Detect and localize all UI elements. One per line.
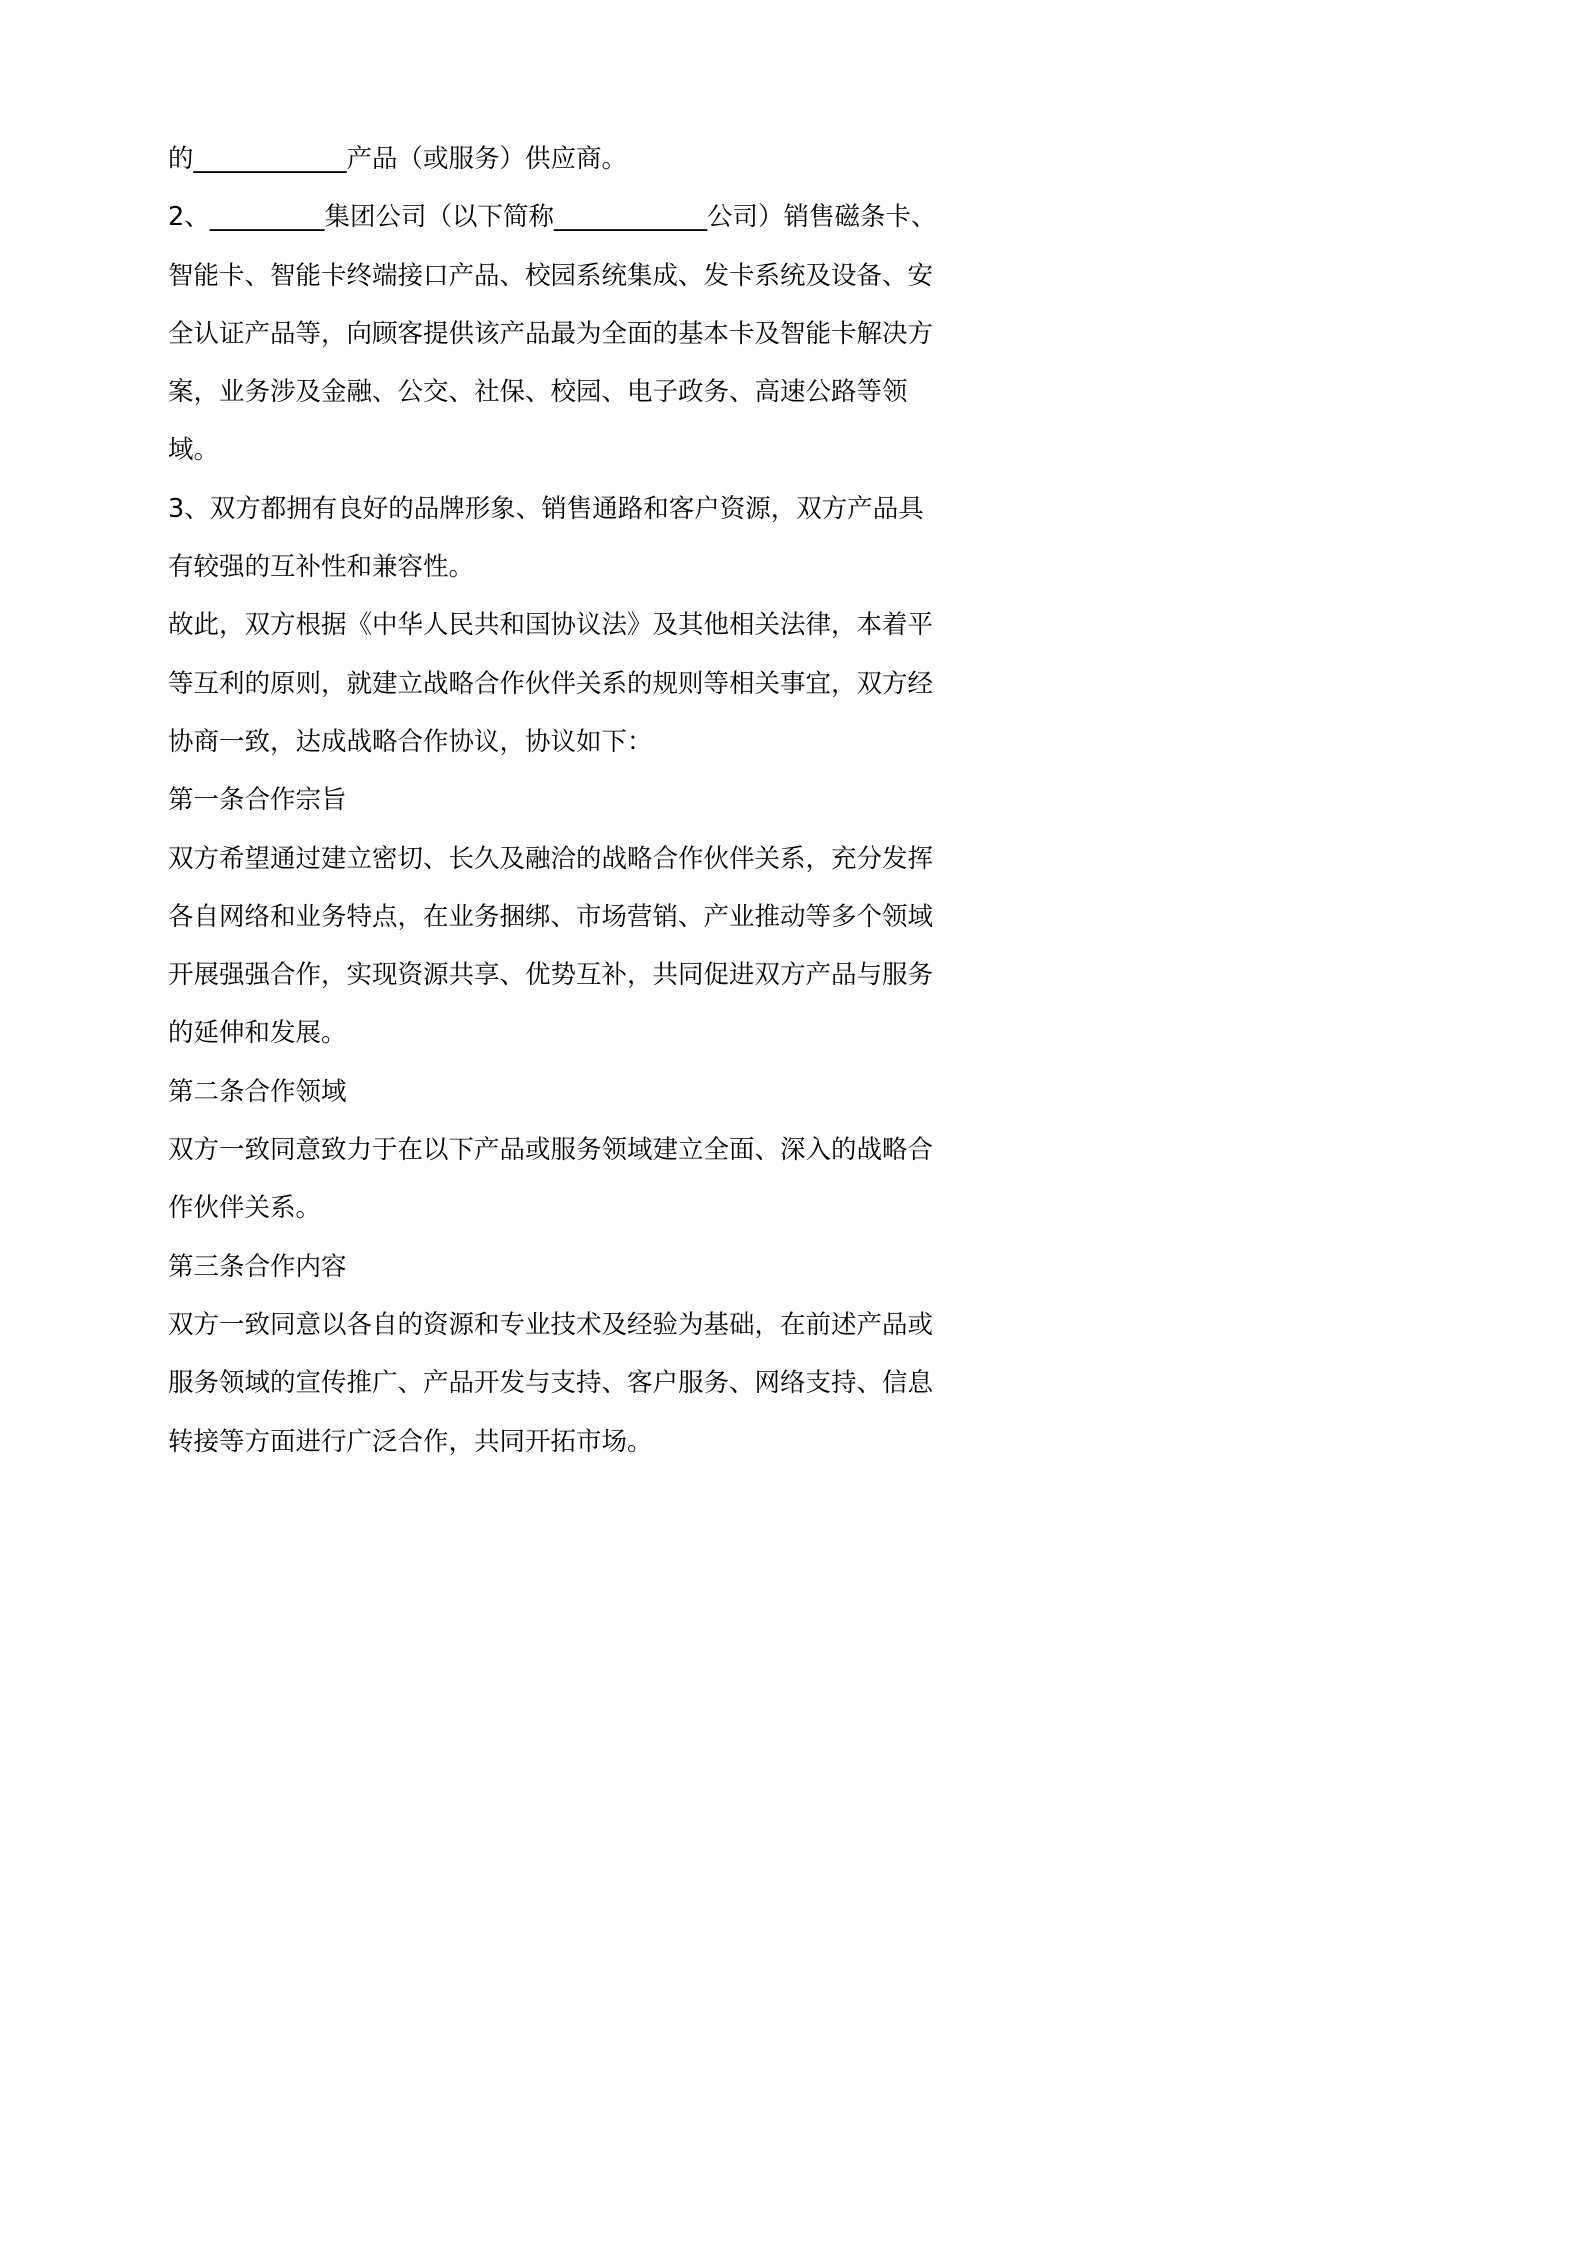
paragraph-section-2: 双方一致同意致力于在以下产品或服务领域建立全面、深入的战略合作伙伴关系。 [168,1135,934,1224]
document-page [0,0,1102,1566]
paragraph-section-3: 双方一致同意以各自的资源和专业技术及经验为基础，在前述产品或服务领域的宣传推广、产品开发与支持、客户服务、网络支持、信息转接等方面进行广泛合作，共同开拓市场。 [168,1309,934,1457]
paragraph-section-1: 双方希望通过建立密切、长久及融洽的战略合作伙伴关系，充分发挥各自网络和业务特点，在业务捆绑、市场营销、产业推动等多个领域开展强强合作，实现资源共享、优势互补，共同促进双方产品与服务的延伸和发展。 [168,843,934,1049]
paragraph-item-2: 2、_________集团公司（以下简称____________公司）销售磁条卡、智能卡、智能卡终端接口产品、校园系统集成、发卡系统及设备、安全认证产品等，向顾客提供该产品最为全面的基本卡及智能卡解决方案，业务涉及金融、公交、社保、校园、电子政务、高速公路等领域。 [168,202,937,466]
section-heading-3: 第三条合作内容 [168,1251,347,1282]
paragraph-item-3: 3、双方都拥有良好的品牌形象、销售通路和客户资源，双方产品具有较强的互补性和兼容性。 [168,493,924,583]
document-body [168,130,944,1471]
paragraph-preamble: 故此，双方根据《中华人民共和国协议法》及其他相关法律，本着平等互利的原则，就建立战略合作伙伴关系的规则等相关事宜，双方经协商一致，达成战略合作协议，协议如下： [168,610,934,757]
section-heading-2: 第二条合作领域 [168,1076,347,1107]
paragraph-supplier-line: 的____________产品（或服务）供应商。 [168,144,628,174]
section-heading-1: 第一条合作宗旨 [168,785,347,816]
